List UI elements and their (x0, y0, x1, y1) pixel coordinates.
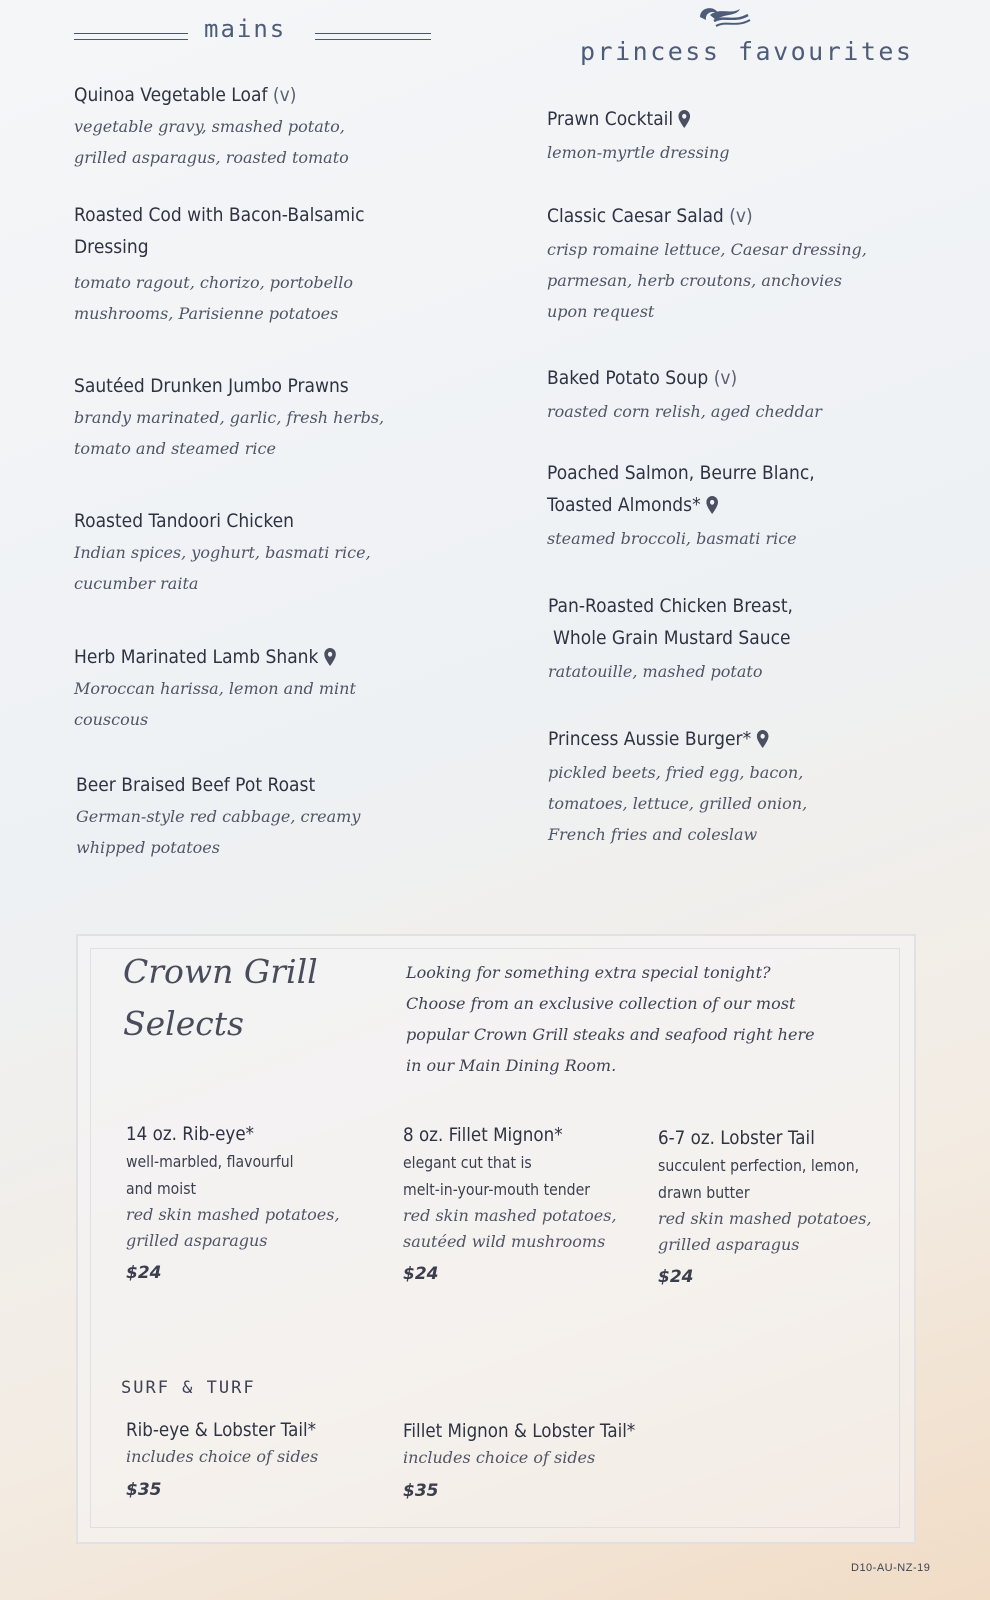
crown-grill-title (123, 946, 318, 1050)
dish-description: crisp romaine lettuce, Caesar dressing, (547, 240, 867, 259)
crown-grill-title-line: Crown Grill (123, 952, 318, 991)
dish-description: pickled beets, fried egg, bacon, (548, 763, 804, 782)
mains-item (74, 505, 371, 599)
dish-description: whipped potatoes (76, 838, 220, 857)
dish-description: French fries and coleslaw (548, 825, 758, 844)
grill-item-name: 8 oz. Fillet Mignon* (403, 1124, 563, 1146)
crown-grill-title-line: Selects (123, 1004, 244, 1043)
grill-item-desc: drawn butter (658, 1183, 750, 1202)
dish-description: Moroccan harissa, lemon and mint (74, 679, 356, 698)
favourites-item (547, 362, 822, 427)
mains-title: mains (204, 15, 287, 43)
grill-item (126, 1120, 340, 1283)
dish-name: Prawn Cocktail (547, 103, 711, 135)
dish-name: Princess Aussie Burger* (548, 723, 781, 755)
dish-name: Quinoa Vegetable Loaf (v) (74, 84, 297, 106)
grill-item-sides: includes choice of sides (126, 1447, 319, 1466)
grill-item (658, 1124, 887, 1287)
favourites-item (547, 103, 730, 168)
grill-item-price: $24 (658, 1267, 694, 1287)
mains-item (74, 370, 384, 464)
dish-name: Classic Caesar Salad (v) (547, 205, 753, 227)
mains-rule-right (315, 33, 431, 40)
grill-item-price: $35 (126, 1480, 162, 1500)
dish-name: Dressing (74, 236, 149, 258)
dish-description: roasted corn relish, aged cheddar (547, 402, 822, 421)
dish-name: Roasted Tandoori Chicken (74, 510, 294, 532)
dish-name: Beer Braised Beef Pot Roast (76, 774, 316, 796)
grill-item-price: $24 (126, 1263, 162, 1283)
location-pin-icon (324, 648, 336, 666)
dish-description: ratatouille, mashed potato (548, 662, 763, 681)
intro-line: popular Crown Grill steaks and seafood right here (406, 1025, 815, 1044)
favourites-item (548, 723, 807, 850)
dish-description: tomato ragout, chorizo, portobello (74, 273, 353, 292)
favourites-title: princess favourites (580, 37, 914, 66)
grill-item-sides: grilled asparagus (658, 1235, 800, 1254)
crown-grill-intro (406, 957, 815, 1081)
dish-name: Herb Marinated Lamb Shank (74, 641, 336, 673)
dish-description: upon request (547, 302, 655, 321)
menu-code: D10-AU-NZ-19 (851, 1562, 931, 1574)
dish-description: mushrooms, Parisienne potatoes (74, 304, 339, 323)
location-pin-icon (757, 730, 769, 748)
mains-item (74, 199, 397, 329)
mains-item (74, 641, 365, 735)
favourites-item (547, 457, 844, 554)
grill-item-desc: elegant cut that is (403, 1153, 532, 1172)
dish-description: steamed broccoli, basmati rice (547, 529, 797, 548)
grill-item-price: $35 (403, 1481, 439, 1501)
grill-item-desc: succulent perfection, lemon, (658, 1156, 860, 1175)
grill-item-name: Rib-eye & Lobster Tail* (126, 1419, 316, 1441)
surf-turf-heading: SURF & TURF (121, 1378, 256, 1398)
grill-item-sides: includes choice of sides (403, 1448, 596, 1467)
intro-line: Choose from an exclusive collection of our most (406, 994, 796, 1013)
dish-description: grilled asparagus, roasted tomato (74, 148, 349, 167)
grill-item-name: 14 oz. Rib-eye* (126, 1123, 254, 1145)
dish-name: Baked Potato Soup (v) (547, 367, 738, 389)
mains-item (76, 769, 360, 863)
dish-name: Poached Salmon, Beurre Blanc, (547, 462, 815, 484)
intro-line: Looking for something extra special tonight? (406, 963, 771, 982)
dish-name: Pan-Roasted Chicken Breast, (548, 595, 793, 617)
grill-item-sides: red skin mashed potatoes, (658, 1209, 872, 1228)
intro-line: in our Main Dining Room. (406, 1056, 617, 1075)
grill-item-desc: melt-in-your-mouth tender (403, 1180, 591, 1199)
dish-description: couscous (74, 710, 149, 729)
dish-name: Toasted Almonds* (547, 489, 815, 521)
favourites-item (547, 200, 867, 327)
dish-description: tomatoes, lettuce, grilled onion, (548, 794, 808, 813)
mains-item (74, 79, 349, 173)
princess-seawitch-logo-icon (696, 3, 754, 29)
mains-rule-left (74, 33, 188, 40)
dish-description: tomato and steamed rice (74, 439, 276, 458)
grill-item-sides: red skin mashed potatoes, (403, 1206, 617, 1225)
dish-description: cucumber raita (74, 574, 199, 593)
grill-item-sides: sautéed wild mushrooms (403, 1232, 606, 1251)
surf-turf-item (403, 1417, 667, 1501)
dish-name: Sautéed Drunken Jumbo Prawns (74, 375, 349, 397)
grill-item-sides: grilled asparagus (126, 1231, 268, 1250)
dish-description: parmesan, herb croutons, anchovies (547, 271, 842, 290)
location-pin-icon (679, 110, 691, 128)
surf-turf-item (126, 1416, 342, 1500)
dish-name: Roasted Cod with Bacon-Balsamic (74, 204, 365, 226)
dish-name: Whole Grain Mustard Sauce (553, 627, 791, 649)
dish-description: lemon-myrtle dressing (547, 143, 730, 162)
grill-item-sides: red skin mashed potatoes, (126, 1205, 340, 1224)
grill-item-desc: and moist (126, 1179, 197, 1198)
dish-description: vegetable gravy, smashed potato, (74, 117, 345, 136)
dish-description: brandy marinated, garlic, fresh herbs, (74, 408, 385, 427)
dish-description: German-style red cabbage, creamy (76, 807, 361, 826)
dish-description: Indian spices, yoghurt, basmati rice, (74, 543, 371, 562)
grill-item-desc: well-marbled, flavourful (126, 1152, 294, 1171)
grill-item (403, 1121, 617, 1284)
grill-item-name: Fillet Mignon & Lobster Tail* (403, 1420, 636, 1442)
grill-item-name: 6-7 oz. Lobster Tail (658, 1127, 815, 1149)
favourites-item (548, 590, 820, 687)
grill-item-price: $24 (403, 1264, 439, 1284)
location-pin-icon (706, 496, 718, 514)
